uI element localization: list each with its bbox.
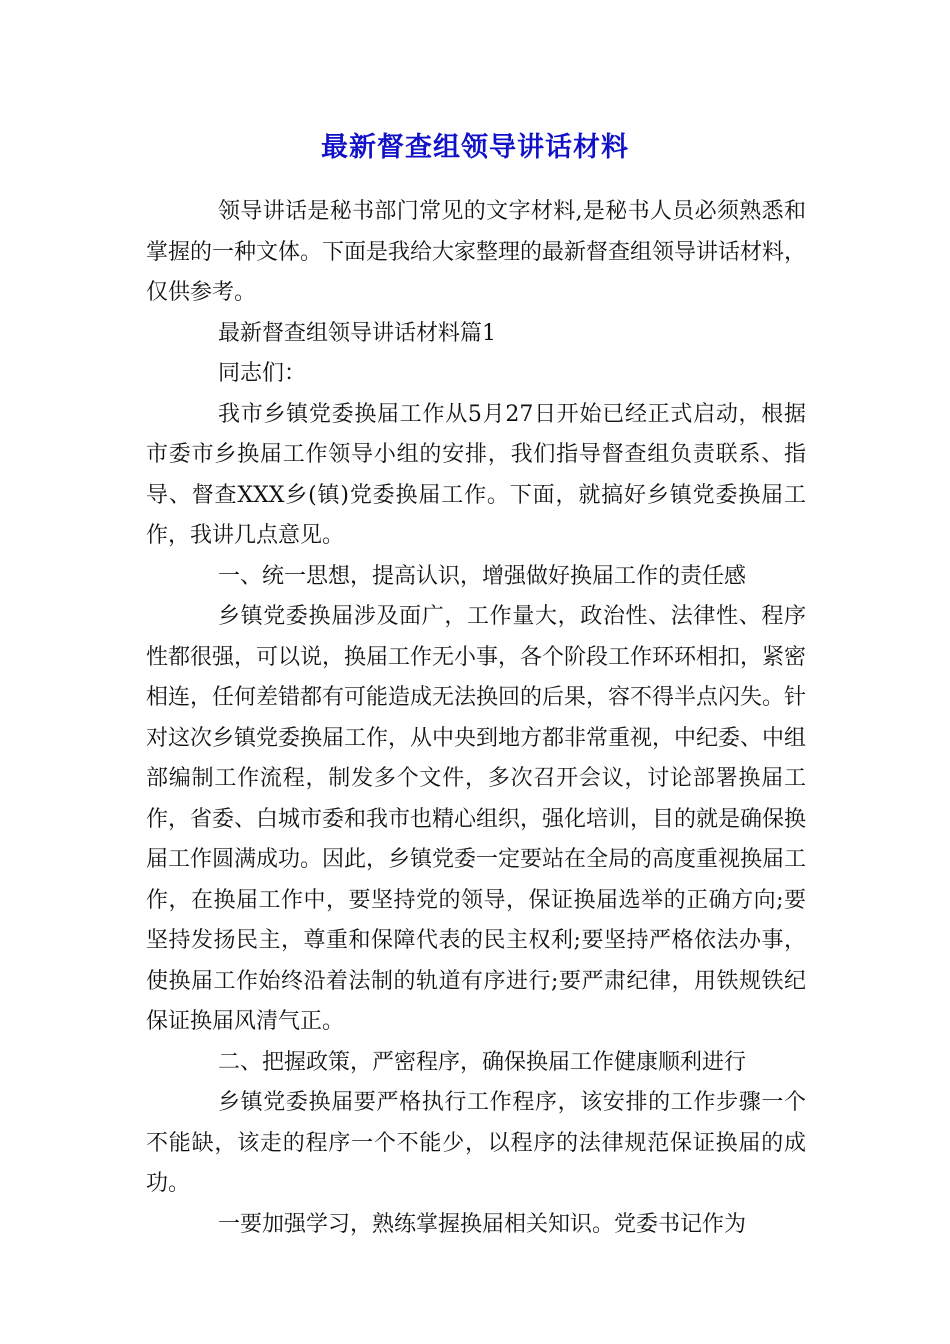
paragraph-body-1: 乡镇党委换届涉及面广，工作量大，政治性、法律性、程序性都很强，可以说，换届工作无小事，各个阶段工作环环相扣，紧密相连，任何差错都有可能造成无法换回的后果，容不得半点闪失。针对这次乡镇党委换届工作，从中央到地方都非常重视，中纪委、中组部编制工作流程，制发多个文件，多次召开会议，讨论部署换届工作，省委、白城市委和我市也精心组织，强化培训，目的就是确保换届工作圆满成功。因此，乡镇党委一定要站在全局的高度重视换届工作，在换届工作中，要坚持党的领导，保证换届选举的正确方向;要坚持发扬民主，尊重和保障代表的民主权利;要坚持严格依法办事，使换届工作始终沿着法制的轨道有序进行;要严肃纪律，用铁规铁纪保证换届风清气正。 — [146, 604, 807, 1034]
paragraph-body-2: 乡镇党委换届要严格执行工作程序，该安排的工作步骤一个不能缺，该走的程序一个不能少，以程序的法律规范保证换届的成功。 — [146, 1090, 806, 1196]
paragraph-intro: 领导讲话是秘书部门常见的文字材料,是秘书人员必须熟悉和掌握的一种文体。下面是我给大家整理的最新督查组领导讲话材料，仅供参考。 — [146, 199, 807, 305]
paragraph-section-heading: 最新督查组领导讲话材料篇1 — [218, 320, 496, 346]
paragraph-body-3: 一要加强学习，熟练掌握换届相关知识。党委书记作为 — [218, 1211, 747, 1237]
paragraph-heading-1: 一、统一思想，提高认识，增强做好换届工作的责任感 — [218, 563, 747, 589]
paragraph-opening: 我市乡镇党委换届工作从5月27日开始已经正式启动，根据市委市乡换届工作领导小组的安排，我们指导督查组负责联系、指导、督查XXX乡(镇)党委换届工作。下面，就搞好乡镇党委换届工作，我讲几点意见。 — [146, 401, 806, 548]
document-title: 最新督查组领导讲话材料 — [321, 132, 629, 163]
paragraph-heading-2: 二、把握政策，严密程序，确保换届工作健康顺利进行 — [218, 1049, 747, 1075]
paragraph-salutation: 同志们： — [218, 361, 307, 386]
document-body — [146, 192, 806, 1245]
